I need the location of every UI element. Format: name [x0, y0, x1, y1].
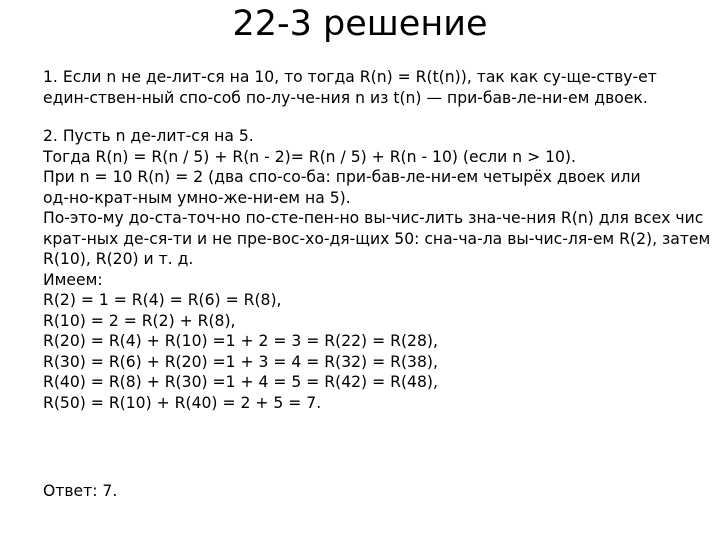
paragraph-2-line-4: од-но-крат-ным умно-же-ни-ем на 5).	[43, 188, 351, 207]
equation-line: R(50) = R(10) + R(40) = 2 + 5 = 7.	[43, 393, 322, 412]
paragraph-2-line-2: Тогда R(n) = R(n / 5) + R(n - 2)= R(n / 5) + R(n - 10) (если n > 10).	[43, 147, 576, 166]
equation-line: R(2) = 1 = R(4) = R(6) = R(8),	[43, 291, 282, 309]
paragraph-2-line-5: По-это-му до-ста-точ-но по-сте-пен-но вы-чис-лить зна-че-ния R(n) для всех чис	[43, 209, 704, 227]
equation-line: R(10) = 2 = R(2) + R(8),	[43, 311, 236, 330]
paragraph-2-line-8: Имеем:	[43, 270, 103, 289]
paragraph-2-line-1: 2. Пусть n де-лит-ся на 5.	[43, 127, 254, 145]
paragraph-spacer	[43, 108, 720, 126]
paragraph-2-line-6: крат-ных де-ся-ти и не пре-вос-хо-дя-щих 50: сна-ча-ла вы-чис-ля-ем R(2), затем	[43, 229, 711, 248]
equation-line: R(40) = R(8) + R(30) =1 + 4 = 5 = R(42) = R(48),	[43, 373, 438, 391]
paragraph-1-line-1: 1. Если n не де-лит-ся на 10, то тогда R(n) = R(t(n)), так как су-ще-ству-ет	[43, 68, 657, 86]
paragraph-1-line-2: един-ствен-ный спо-соб по-лу-че-ния n из t(n) — при-бав-ле-ни-ем двоек.	[43, 88, 648, 107]
equation-line: R(20) = R(4) + R(10) =1 + 2 = 3 = R(22) = R(28),	[43, 332, 438, 350]
answer-line: Ответ: 7.	[43, 482, 118, 500]
slide-title: 22-3 решение	[232, 4, 488, 44]
solution-body	[43, 67, 720, 413]
paragraph-2-line-3: При n = 10 R(n) = 2 (два спо-со-ба: при-бав-ле-ни-ем четырёх двоек или	[43, 168, 641, 186]
equation-line: R(30) = R(6) + R(20) =1 + 3 = 4 = R(32) = R(38),	[43, 352, 438, 371]
paragraph-2-line-7: R(10), R(20) и т. д.	[43, 250, 194, 268]
